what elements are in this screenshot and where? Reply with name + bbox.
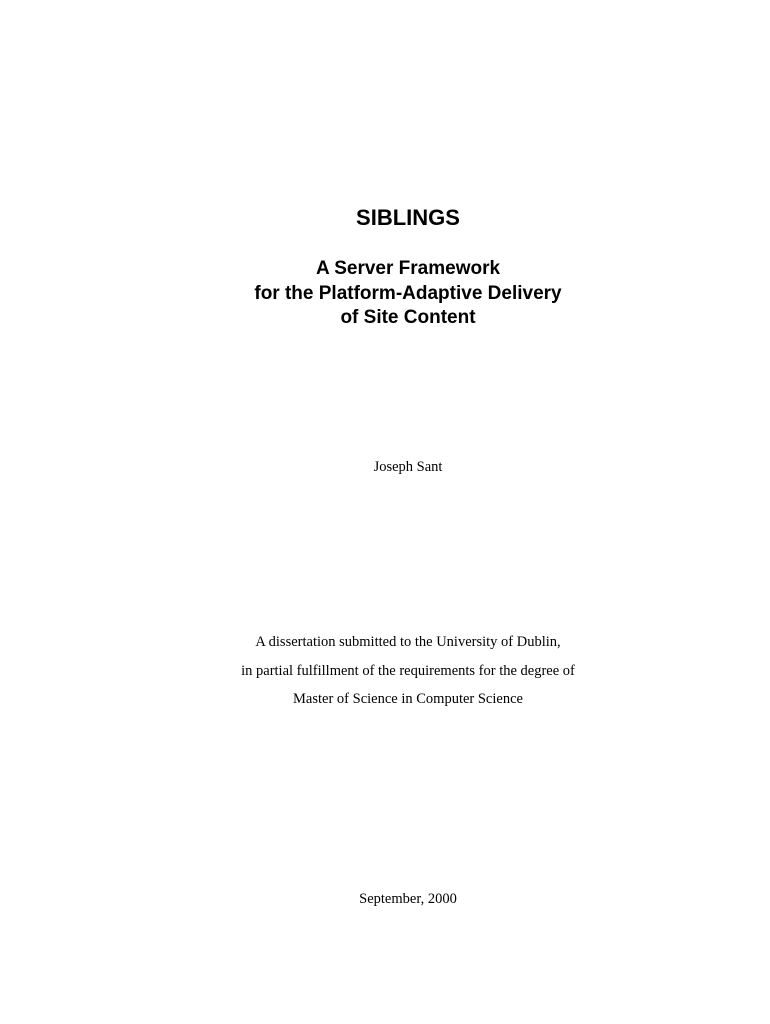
statement-line: Master of Science in Computer Science	[293, 691, 523, 707]
author-name: Joseph Sant	[373, 459, 443, 475]
statement-line: A dissertation submitted to the University of Dublin,	[255, 634, 561, 650]
subtitle-line: of Site Content	[340, 307, 476, 328]
submission-date: September, 2000	[359, 891, 457, 907]
subtitle-line: A Server Framework	[315, 258, 501, 279]
statement-line: in partial fulfillment of the requirements for the degree of	[241, 662, 575, 679]
document-title: SIBLINGS	[356, 205, 460, 230]
document-subtitle	[0, 257, 770, 331]
submission-statement	[0, 628, 770, 714]
subtitle-line: for the Platform-Adaptive Delivery	[254, 282, 562, 304]
